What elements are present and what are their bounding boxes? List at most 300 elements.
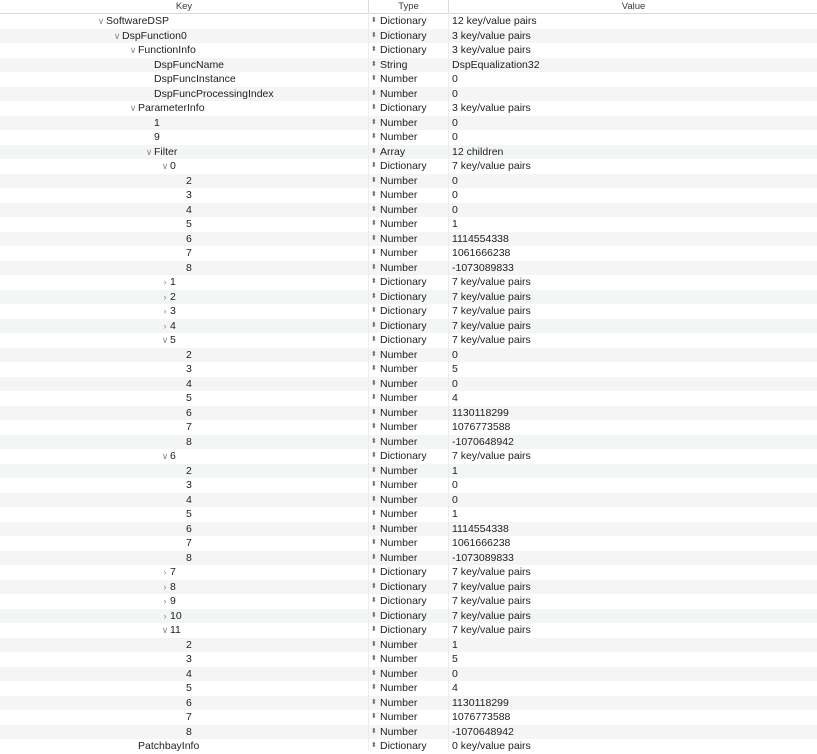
type-popup[interactable]: [371, 638, 447, 653]
outline-row[interactable]: [0, 130, 817, 145]
outline-row[interactable]: [0, 145, 817, 160]
key-label[interactable]: 7: [186, 247, 192, 259]
outline-row[interactable]: [0, 377, 817, 392]
value-cell[interactable]: 7 key/value pairs: [452, 595, 531, 607]
type-popup[interactable]: [371, 696, 447, 711]
type-popup[interactable]: [371, 130, 447, 145]
type-popup[interactable]: [371, 391, 447, 406]
key-label[interactable]: FunctionInfo: [138, 44, 196, 56]
key-label[interactable]: 2: [186, 638, 192, 651]
outline-row[interactable]: [0, 725, 817, 740]
type-label: Number: [380, 421, 418, 433]
type-popup[interactable]: [371, 159, 447, 174]
outline-row[interactable]: [0, 420, 817, 435]
value-cell[interactable]: 1: [452, 638, 458, 651]
key-label[interactable]: 8: [186, 261, 192, 274]
value-cell[interactable]: 1076773588: [452, 711, 511, 723]
up-down-arrows-icon: ⬍: [371, 379, 377, 387]
value-cell[interactable]: 1076773588: [452, 421, 511, 433]
disclosure-expanded-icon[interactable]: ∨: [161, 161, 169, 171]
type-label: Dictionary: [380, 740, 427, 752]
key-label[interactable]: 4: [186, 493, 192, 506]
type-label: String: [380, 58, 408, 71]
type-label: Number: [380, 116, 418, 129]
value-cell[interactable]: 0: [452, 174, 458, 187]
disclosure-collapsed-icon[interactable]: ›: [163, 567, 167, 577]
type-popup[interactable]: [371, 319, 447, 334]
type-popup[interactable]: [371, 710, 447, 725]
value-cell[interactable]: 12 key/value pairs: [452, 15, 537, 27]
key-label[interactable]: 2: [170, 290, 176, 303]
type-popup[interactable]: [371, 377, 447, 392]
type-popup[interactable]: [371, 725, 447, 740]
outline-row[interactable]: [0, 232, 817, 247]
type-popup[interactable]: [371, 565, 447, 580]
key-label[interactable]: 6: [186, 232, 192, 245]
type-label: Dictionary: [380, 580, 427, 593]
type-label: Dictionary: [380, 319, 427, 332]
outline-row[interactable]: [0, 246, 817, 261]
key-label[interactable]: 11: [170, 624, 181, 636]
value-cell[interactable]: 0: [452, 87, 458, 100]
outline-row[interactable]: [0, 14, 817, 29]
disclosure-expanded-icon[interactable]: ∨: [161, 625, 169, 635]
key-label[interactable]: 8: [170, 580, 176, 593]
up-down-arrows-icon: ⬍: [371, 408, 377, 416]
outline-row[interactable]: [0, 304, 817, 319]
up-down-arrows-icon: ⬍: [371, 582, 377, 590]
outline-row[interactable]: [0, 116, 817, 131]
up-down-arrows-icon: ⬍: [371, 727, 377, 735]
type-popup[interactable]: [371, 478, 447, 493]
outline-row[interactable]: [0, 449, 817, 464]
type-label: Number: [380, 203, 418, 216]
outline-row[interactable]: [0, 203, 817, 218]
up-down-arrows-icon: ⬍: [371, 176, 377, 184]
column-divider-type[interactable]: [368, 13, 369, 750]
up-down-arrows-icon: ⬍: [371, 249, 377, 256]
outline-row[interactable]: [0, 159, 817, 174]
type-label: Number: [380, 406, 418, 419]
value-cell[interactable]: DspEqualization32: [452, 58, 540, 71]
value-cell[interactable]: 0: [452, 493, 458, 506]
up-down-arrows-icon: ⬍: [371, 640, 377, 648]
up-down-arrows-icon: ⬍: [371, 162, 377, 169]
outline-row[interactable]: [0, 667, 817, 682]
key-label[interactable]: 3: [170, 305, 176, 317]
key-label[interactable]: 4: [186, 377, 192, 390]
up-down-arrows-icon: ⬍: [371, 452, 377, 459]
type-label: Number: [380, 189, 418, 201]
type-popup[interactable]: [371, 333, 447, 348]
value-cell[interactable]: 0: [452, 479, 458, 491]
value-cell[interactable]: 5: [452, 653, 458, 665]
up-down-arrows-icon: ⬍: [371, 684, 377, 691]
outline-row[interactable]: [0, 217, 817, 232]
type-popup[interactable]: [371, 536, 447, 551]
disclosure-expanded-icon[interactable]: ∨: [145, 146, 153, 157]
value-cell[interactable]: 0: [452, 131, 458, 143]
up-down-arrows-icon: ⬍: [371, 104, 377, 111]
key-label[interactable]: 6: [186, 522, 192, 535]
value-cell[interactable]: 1130118299: [452, 696, 509, 709]
type-popup[interactable]: [371, 87, 447, 102]
up-down-arrows-icon: ⬍: [371, 466, 377, 474]
up-down-arrows-icon: ⬍: [371, 423, 377, 430]
type-popup[interactable]: [371, 145, 447, 160]
key-label[interactable]: 0: [170, 160, 176, 172]
key-label[interactable]: DspFuncProcessingIndex: [154, 87, 274, 100]
key-label[interactable]: 4: [186, 667, 192, 680]
type-popup[interactable]: [371, 217, 447, 232]
type-popup[interactable]: [371, 551, 447, 566]
disclosure-expanded-icon[interactable]: ∨: [161, 451, 169, 461]
value-cell[interactable]: -1070648942: [452, 725, 514, 738]
key-label[interactable]: 5: [186, 508, 192, 520]
value-cell[interactable]: 1061666238: [452, 537, 511, 549]
key-label[interactable]: 9: [170, 595, 176, 607]
value-cell[interactable]: 0: [452, 116, 458, 129]
value-cell[interactable]: 0: [452, 203, 458, 216]
type-popup[interactable]: [371, 58, 447, 73]
value-cell[interactable]: 4: [452, 392, 458, 404]
value-cell[interactable]: 1: [452, 508, 458, 520]
value-cell[interactable]: 7 key/value pairs: [452, 319, 531, 332]
key-label[interactable]: 3: [186, 479, 192, 491]
key-label[interactable]: 8: [186, 435, 192, 448]
key-label[interactable]: DspFuncName: [154, 58, 225, 71]
type-label: Number: [380, 247, 418, 259]
plist-outline: [0, 14, 817, 754]
up-down-arrows-icon: ⬍: [371, 321, 377, 329]
value-cell[interactable]: 0 key/value pairs: [452, 740, 531, 752]
type-label: Dictionary: [380, 334, 427, 346]
disclosure-collapsed-icon[interactable]: ›: [163, 320, 167, 331]
type-label: Number: [380, 711, 418, 723]
type-popup[interactable]: [371, 464, 447, 479]
disclosure-expanded-icon[interactable]: ∨: [161, 335, 169, 345]
up-down-arrows-icon: ⬍: [371, 336, 377, 343]
outline-row[interactable]: [0, 261, 817, 276]
type-popup[interactable]: [371, 580, 447, 595]
up-down-arrows-icon: ⬍: [371, 89, 377, 97]
key-label[interactable]: DspFuncInstance: [154, 73, 236, 85]
key-label[interactable]: 6: [170, 450, 176, 462]
key-label[interactable]: 3: [186, 653, 192, 665]
disclosure-collapsed-icon[interactable]: ›: [163, 596, 167, 606]
up-down-arrows-icon: ⬍: [371, 597, 377, 604]
outline-row[interactable]: [0, 464, 817, 479]
type-popup[interactable]: [371, 449, 447, 464]
type-popup[interactable]: [371, 290, 447, 305]
outline-row[interactable]: [0, 710, 817, 725]
value-cell[interactable]: 0: [452, 667, 458, 680]
type-popup[interactable]: [371, 522, 447, 537]
key-label[interactable]: 2: [186, 464, 192, 477]
outline-row[interactable]: [0, 493, 817, 508]
column-header-key[interactable]: Key: [175, 1, 193, 12]
up-down-arrows-icon: ⬍: [371, 481, 377, 488]
up-down-arrows-icon: ⬍: [371, 437, 377, 445]
up-down-arrows-icon: ⬍: [371, 191, 377, 198]
disclosure-expanded-icon[interactable]: ∨: [97, 16, 105, 26]
outline-row[interactable]: [0, 43, 817, 58]
disclosure-expanded-icon[interactable]: ∨: [113, 30, 121, 41]
up-down-arrows-icon: ⬍: [371, 234, 377, 242]
value-cell[interactable]: 7 key/value pairs: [452, 334, 531, 346]
type-popup[interactable]: [371, 739, 447, 754]
outline-row[interactable]: [0, 522, 817, 537]
type-label: Number: [380, 435, 418, 448]
outline-row[interactable]: [0, 696, 817, 711]
outline-row[interactable]: [0, 319, 817, 334]
up-down-arrows-icon: ⬍: [371, 307, 377, 314]
disclosure-expanded-icon[interactable]: ∨: [129, 103, 137, 113]
value-cell[interactable]: 7 key/value pairs: [452, 290, 531, 303]
outline-row[interactable]: [0, 101, 817, 116]
up-down-arrows-icon: ⬍: [371, 713, 377, 720]
key-label[interactable]: 2: [186, 174, 192, 187]
value-cell[interactable]: 1: [452, 218, 458, 230]
type-label: Number: [380, 638, 418, 651]
value-cell[interactable]: 0: [452, 377, 458, 390]
key-label[interactable]: 5: [186, 218, 192, 230]
type-label: Number: [380, 348, 418, 361]
key-label[interactable]: 8: [186, 551, 192, 564]
type-popup[interactable]: [371, 652, 447, 667]
outline-row[interactable]: [0, 72, 817, 87]
value-cell[interactable]: -1073089833: [452, 551, 514, 564]
type-popup[interactable]: [371, 667, 447, 682]
type-popup[interactable]: [371, 623, 447, 638]
type-label: Number: [380, 174, 418, 187]
outline-row[interactable]: [0, 551, 817, 566]
outline-row[interactable]: [0, 478, 817, 493]
value-cell[interactable]: 12 children: [452, 145, 504, 158]
value-cell[interactable]: 7 key/value pairs: [452, 624, 531, 636]
type-popup[interactable]: [371, 72, 447, 87]
outline-row[interactable]: [0, 406, 817, 421]
column-divider-value[interactable]: [448, 13, 449, 750]
key-label[interactable]: 1: [154, 116, 160, 129]
disclosure-collapsed-icon[interactable]: ›: [163, 277, 167, 287]
type-popup[interactable]: [371, 14, 447, 29]
outline-row[interactable]: [0, 87, 817, 102]
type-popup[interactable]: [371, 29, 447, 44]
up-down-arrows-icon: ⬍: [371, 263, 377, 271]
outline-row[interactable]: [0, 348, 817, 363]
up-down-arrows-icon: ⬍: [371, 611, 377, 619]
key-label[interactable]: 7: [170, 566, 176, 578]
outline-row[interactable]: [0, 580, 817, 595]
disclosure-collapsed-icon[interactable]: ›: [163, 581, 167, 592]
up-down-arrows-icon: ⬍: [371, 17, 377, 24]
type-popup[interactable]: [371, 435, 447, 450]
disclosure-collapsed-icon[interactable]: ›: [163, 306, 167, 316]
value-cell[interactable]: 1130118299: [452, 406, 509, 419]
disclosure-expanded-icon[interactable]: ∨: [129, 45, 137, 55]
value-cell[interactable]: 7 key/value pairs: [452, 580, 531, 593]
outline-row[interactable]: [0, 362, 817, 377]
type-popup[interactable]: [371, 43, 447, 58]
type-label: Number: [380, 363, 418, 375]
up-down-arrows-icon: ⬍: [371, 292, 377, 300]
value-cell[interactable]: 7 key/value pairs: [452, 305, 531, 317]
value-cell[interactable]: 0: [452, 189, 458, 201]
type-popup[interactable]: [371, 348, 447, 363]
value-cell[interactable]: -1073089833: [452, 261, 514, 274]
outline-row[interactable]: [0, 652, 817, 667]
up-down-arrows-icon: ⬍: [371, 31, 377, 39]
type-popup[interactable]: [371, 362, 447, 377]
key-label[interactable]: 7: [186, 711, 192, 723]
up-down-arrows-icon: ⬍: [371, 46, 377, 53]
key-label[interactable]: Filter: [154, 145, 178, 158]
type-label: Dictionary: [380, 450, 427, 462]
outline-row[interactable]: [0, 507, 817, 522]
key-label[interactable]: 2: [186, 348, 192, 361]
disclosure-collapsed-icon[interactable]: ›: [163, 291, 167, 302]
type-label: Number: [380, 479, 418, 491]
value-cell[interactable]: 7 key/value pairs: [452, 609, 531, 622]
outline-row[interactable]: [0, 623, 817, 638]
up-down-arrows-icon: ⬍: [371, 350, 377, 358]
outline-row[interactable]: [0, 565, 817, 580]
column-header: [0, 0, 817, 14]
value-cell[interactable]: 1114554338: [452, 522, 509, 535]
outline-row[interactable]: [0, 594, 817, 609]
type-popup[interactable]: [371, 174, 447, 189]
outline-row[interactable]: [0, 739, 817, 754]
up-down-arrows-icon: ⬍: [371, 75, 377, 82]
key-label[interactable]: 3: [186, 189, 192, 201]
type-popup[interactable]: [371, 188, 447, 203]
type-label: Dictionary: [380, 609, 427, 622]
outline-row[interactable]: [0, 536, 817, 551]
value-cell[interactable]: 7 key/value pairs: [452, 566, 531, 578]
value-cell[interactable]: 7 key/value pairs: [452, 276, 531, 288]
key-label[interactable]: PatchbayInfo: [138, 740, 200, 752]
value-cell[interactable]: 3 key/value pairs: [452, 29, 531, 42]
value-cell[interactable]: 1: [452, 464, 458, 477]
key-label[interactable]: 10: [170, 609, 182, 622]
key-label[interactable]: 6: [186, 696, 192, 709]
type-label: Number: [380, 682, 418, 694]
type-label: Dictionary: [380, 595, 427, 607]
outline-row[interactable]: [0, 29, 817, 44]
key-label[interactable]: 9: [154, 131, 160, 143]
value-cell[interactable]: 4: [452, 682, 458, 694]
outline-row[interactable]: [0, 681, 817, 696]
up-down-arrows-icon: ⬍: [371, 365, 377, 372]
disclosure-collapsed-icon[interactable]: ›: [163, 610, 167, 621]
type-label: Number: [380, 551, 418, 564]
key-label[interactable]: 8: [186, 725, 192, 738]
outline-row[interactable]: [0, 188, 817, 203]
outline-row[interactable]: [0, 58, 817, 73]
value-cell[interactable]: 5: [452, 363, 458, 375]
up-down-arrows-icon: ⬍: [371, 278, 377, 285]
type-popup[interactable]: [371, 101, 447, 116]
type-popup[interactable]: [371, 304, 447, 319]
key-label[interactable]: 5: [186, 682, 192, 694]
outline-row[interactable]: [0, 290, 817, 305]
value-cell[interactable]: 0: [452, 73, 458, 85]
type-popup[interactable]: [371, 246, 447, 261]
value-cell[interactable]: 0: [452, 348, 458, 361]
type-label: Number: [380, 392, 418, 404]
key-label[interactable]: 1: [170, 276, 176, 288]
outline-row[interactable]: [0, 638, 817, 653]
value-cell[interactable]: 7 key/value pairs: [452, 160, 531, 172]
key-label[interactable]: 5: [170, 334, 176, 346]
key-label[interactable]: 3: [186, 363, 192, 375]
column-header-value[interactable]: Value: [448, 0, 817, 13]
type-label: Dictionary: [380, 305, 427, 317]
up-down-arrows-icon: ⬍: [371, 742, 377, 749]
value-cell[interactable]: -1070648942: [452, 435, 514, 448]
type-popup[interactable]: [371, 232, 447, 247]
type-popup[interactable]: [371, 507, 447, 522]
key-label[interactable]: 4: [186, 203, 192, 216]
column-header-type[interactable]: Type: [368, 0, 448, 13]
value-cell[interactable]: 3 key/value pairs: [452, 44, 531, 56]
key-label[interactable]: SoftwareDSP: [106, 15, 170, 27]
type-popup[interactable]: [371, 594, 447, 609]
type-label: Dictionary: [380, 160, 427, 172]
type-label: Number: [380, 464, 418, 477]
key-label[interactable]: 7: [186, 421, 192, 433]
key-label[interactable]: 6: [186, 406, 192, 419]
up-down-arrows-icon: ⬍: [371, 669, 377, 677]
type-popup[interactable]: [371, 609, 447, 624]
type-popup[interactable]: [371, 203, 447, 218]
outline-row[interactable]: [0, 435, 817, 450]
key-label[interactable]: DspFunction0: [122, 29, 187, 42]
outline-row[interactable]: [0, 609, 817, 624]
value-cell[interactable]: 7 key/value pairs: [452, 450, 531, 462]
outline-row[interactable]: [0, 391, 817, 406]
type-popup[interactable]: [371, 420, 447, 435]
type-label: Number: [380, 218, 418, 230]
type-popup[interactable]: [371, 406, 447, 421]
up-down-arrows-icon: ⬍: [371, 655, 377, 662]
type-popup[interactable]: [371, 116, 447, 131]
value-cell[interactable]: 3 key/value pairs: [452, 102, 531, 114]
up-down-arrows-icon: ⬍: [371, 568, 377, 575]
value-cell[interactable]: 1114554338: [452, 232, 509, 245]
type-popup[interactable]: [371, 681, 447, 696]
outline-row[interactable]: [0, 174, 817, 189]
up-down-arrows-icon: ⬍: [371, 394, 377, 401]
outline-row[interactable]: [0, 333, 817, 348]
type-popup[interactable]: [371, 275, 447, 290]
outline-row[interactable]: [0, 275, 817, 290]
type-popup[interactable]: [371, 493, 447, 508]
key-label[interactable]: 4: [170, 319, 176, 332]
key-label[interactable]: 5: [186, 392, 192, 404]
type-popup[interactable]: [371, 261, 447, 276]
value-cell[interactable]: 1061666238: [452, 247, 511, 259]
up-down-arrows-icon: ⬍: [371, 118, 377, 126]
type-label: Number: [380, 667, 418, 680]
type-label: Number: [380, 232, 418, 245]
key-label[interactable]: ParameterInfo: [138, 102, 205, 114]
type-label: Number: [380, 696, 418, 709]
key-label[interactable]: 7: [186, 537, 192, 549]
up-down-arrows-icon: ⬍: [371, 495, 377, 503]
type-label: Dictionary: [380, 290, 427, 303]
